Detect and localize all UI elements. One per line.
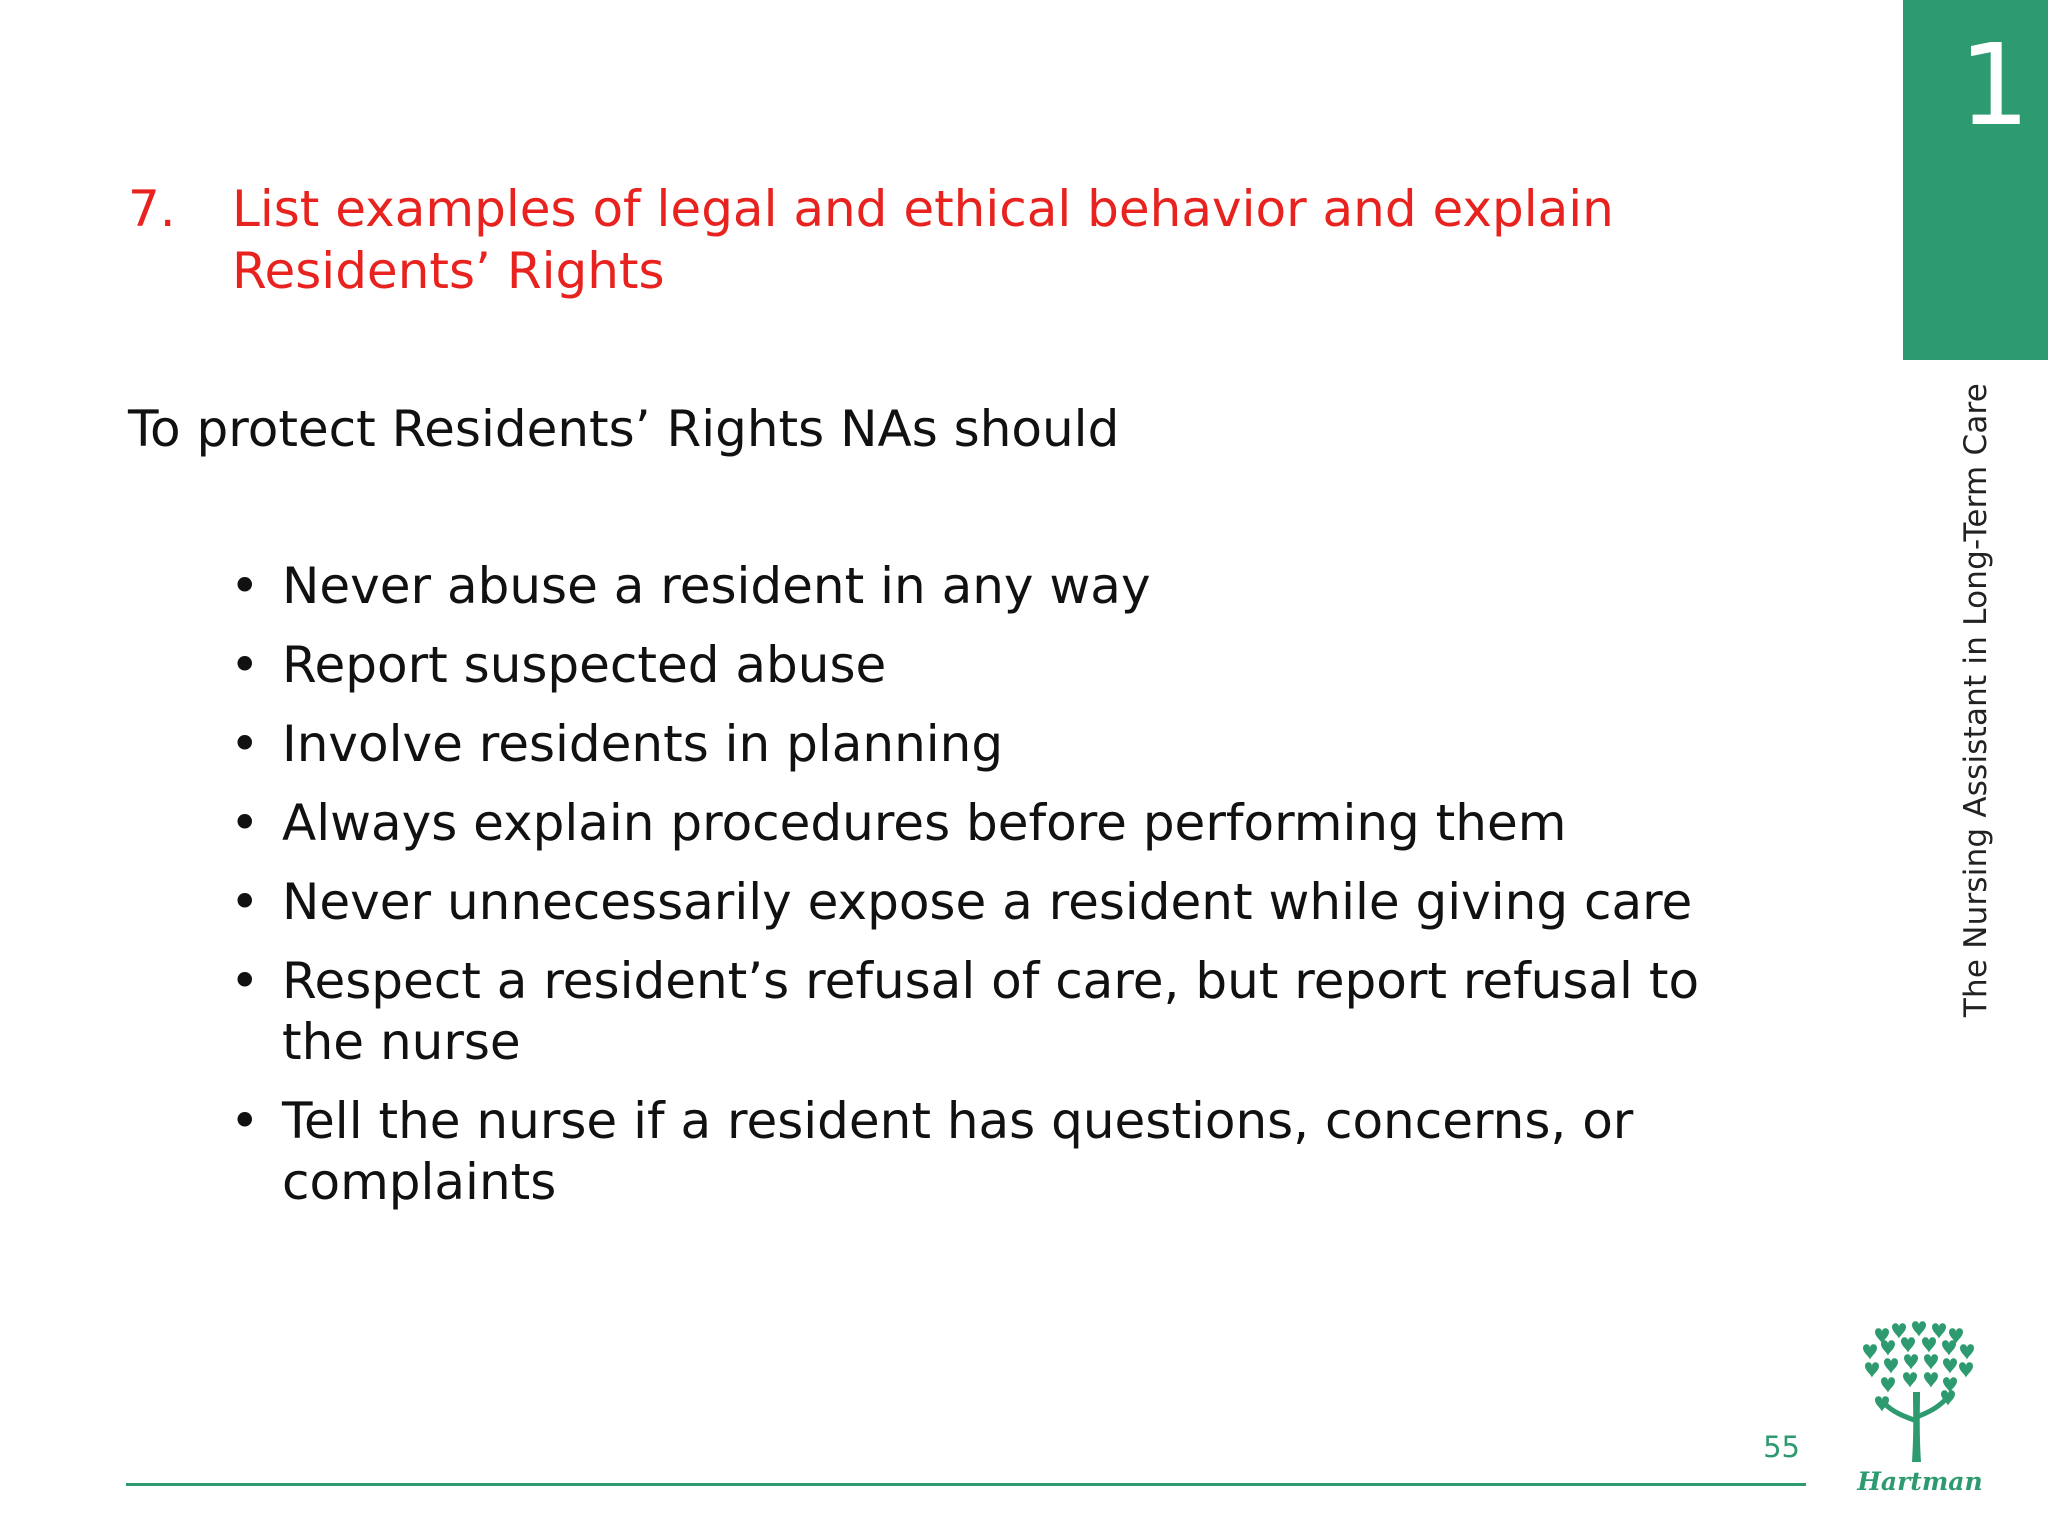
bullet-item <box>230 951 1750 1073</box>
book-title-vertical: The Nursing Assistant in Long-Term Care <box>1958 382 1994 1018</box>
bullet-item <box>230 872 1750 933</box>
bullet-icon: • <box>230 794 260 852</box>
bullet-icon: • <box>230 557 260 615</box>
chapter-number: 1 <box>1958 21 2030 151</box>
bullet-item <box>230 793 1750 854</box>
bullet-text: Never abuse a resident in any way <box>282 557 1151 615</box>
bullet-item <box>230 714 1750 775</box>
learning-objective <box>128 178 1808 302</box>
bullet-icon: • <box>230 952 260 1010</box>
objective-number: 7. <box>128 180 176 238</box>
bullet-text: Tell the nurse if a resident has questions, concerns, or complaints <box>282 1092 1634 1211</box>
bullet-icon: • <box>230 1092 260 1150</box>
bullet-item <box>230 556 1750 617</box>
bullet-text: Respect a resident’s refusal of care, but report refusal to the nurse <box>282 952 1700 1071</box>
bullet-icon: • <box>230 715 260 773</box>
footer-divider <box>126 1483 1806 1486</box>
bullet-text: Involve residents in planning <box>282 715 1004 773</box>
bullet-list <box>230 556 1750 1231</box>
bullet-icon: • <box>230 873 260 931</box>
brand-logo-text: Hartman <box>1857 1467 1983 1496</box>
bullet-item <box>230 1091 1750 1213</box>
bullet-item <box>230 635 1750 696</box>
bullet-text: Never unnecessarily expose a resident while giving care <box>282 873 1693 931</box>
bullet-text: Report suspected abuse <box>282 636 887 694</box>
bullet-text: Always explain procedures before performing them <box>282 794 1567 852</box>
objective-text: List examples of legal and ethical behavior and explain Residents’ Rights <box>232 180 1614 300</box>
chapter-tab <box>1903 0 2048 360</box>
bullet-icon: • <box>230 636 260 694</box>
intro-text: To protect Residents’ Rights NAs should <box>128 400 1120 458</box>
page-number: 55 <box>1763 1430 1800 1464</box>
